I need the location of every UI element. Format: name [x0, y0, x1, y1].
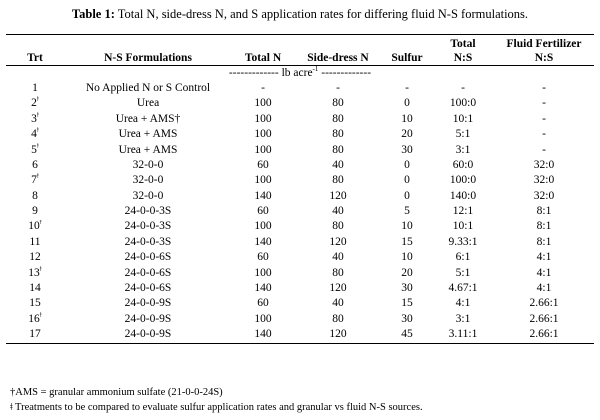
table-row	[6, 296, 594, 311]
cell-formulation: 32-0-0	[132, 189, 164, 202]
col-header-side-dress-n: Side-dress N	[307, 51, 369, 64]
units-row	[6, 66, 594, 82]
treatment-mark: ǂ	[39, 311, 42, 319]
table-row	[6, 112, 594, 127]
table-row	[6, 173, 594, 188]
cell-formulation: 24-0-0-9S	[124, 297, 172, 310]
table-row	[6, 158, 594, 173]
cell-fluid-ns: -	[542, 81, 546, 94]
cell-total-ns: 3.11:1	[448, 328, 478, 341]
cell-fluid-ns: 2.66:1	[529, 312, 559, 325]
cell-fluid-ns: -	[542, 128, 546, 141]
cell-total-n: 100	[254, 174, 272, 187]
cell-side-dress-n: 120	[329, 282, 347, 295]
cell-total-n: 100	[254, 97, 272, 110]
units-label: ------------- lb acre$^{-1}$ -------------	[228, 65, 372, 79]
cell-sulfur: 20	[401, 266, 413, 279]
table-title: Total N, side-dress N, and S application rates for differing fluid N-S formulations.	[117, 7, 529, 21]
cell-side-dress-n: 80	[332, 112, 344, 125]
cell-formulation: 24-0-0-9S	[124, 312, 172, 325]
cell-total-n: 100	[254, 266, 272, 279]
cell-trt: 11	[29, 235, 41, 248]
table-row	[6, 327, 594, 343]
cell-formulation: 24-0-0-6S	[124, 251, 172, 264]
cell-side-dress-n: 80	[332, 266, 344, 279]
cell-side-dress-n: 80	[332, 312, 344, 325]
cell-total-ns: 5:1	[455, 266, 471, 279]
cell-fluid-ns: -	[542, 143, 546, 156]
table-row	[6, 312, 594, 327]
cell-trt: 8	[32, 189, 38, 202]
cell-side-dress-n: 120	[329, 328, 347, 341]
table-row	[6, 204, 594, 219]
cell-formulation: 24-0-0-3S	[124, 205, 172, 218]
col-header-trt: Trt	[27, 51, 43, 64]
cell-fluid-ns: 2.66:1	[529, 328, 559, 341]
cell-sulfur: 10	[401, 220, 413, 233]
cell-sulfur: 0	[404, 189, 410, 202]
cell-fluid-ns: 32:0	[533, 174, 555, 187]
cell-sulfur: -	[405, 81, 409, 94]
cell-sulfur: 0	[404, 97, 410, 110]
footnote-treatments: ǂ Treatments to be compared to evaluate sulfur application rates and granular vs fluid N-S sources.	[10, 402, 423, 413]
cell-side-dress-n: 40	[332, 158, 344, 171]
cell-sulfur: 30	[401, 312, 413, 325]
cell-total-ns: 140:0	[449, 189, 477, 202]
table-row	[6, 143, 594, 158]
cell-trt: 14	[29, 282, 41, 295]
cell-side-dress-n: 120	[329, 235, 347, 248]
cell-formulation: 24-0-0-6S	[124, 266, 172, 279]
cell-trt: 15	[29, 297, 41, 310]
rates-table	[6, 34, 594, 344]
cell-fluid-ns: 8:1	[536, 205, 552, 218]
cell-total-ns: -	[461, 81, 465, 94]
cell-total-n: 60	[257, 251, 269, 264]
cell-total-n: 100	[254, 128, 272, 141]
cell-total-ns: 4.67:1	[448, 282, 478, 295]
cell-sulfur: 30	[401, 282, 413, 295]
cell-total-ns: 9.33:1	[448, 235, 478, 248]
cell-formulation: Urea	[136, 97, 160, 110]
col-header-fluid-ns: Fluid Fertilizer N:S	[506, 38, 582, 64]
treatment-mark: ǂ	[36, 142, 39, 150]
table-row	[6, 127, 594, 142]
cell-fluid-ns: -	[542, 112, 546, 125]
cell-trt: $4^ǂ$	[31, 127, 39, 141]
table-row	[6, 81, 594, 96]
cell-total-ns: 12:1	[452, 205, 474, 218]
cell-total-n: 140	[254, 282, 272, 295]
cell-total-ns: 10:1	[452, 220, 474, 233]
cell-side-dress-n: 120	[329, 189, 347, 202]
treatment-mark: ǂ	[36, 96, 39, 104]
cell-fluid-ns: 4:1	[536, 266, 552, 279]
cell-side-dress-n: 80	[332, 174, 344, 187]
cell-total-ns: 4:1	[455, 297, 471, 310]
table-label: Table 1:	[71, 7, 115, 21]
cell-formulation: 32-0-0	[132, 174, 164, 187]
cell-fluid-ns: 32:0	[533, 189, 555, 202]
cell-total-ns: 3:1	[455, 143, 471, 156]
treatment-mark: ǂ	[39, 265, 42, 273]
cell-total-ns: 5:1	[455, 128, 471, 141]
cell-trt: $7^ǂ$	[31, 173, 39, 187]
cell-side-dress-n: 80	[332, 128, 344, 141]
cell-sulfur: 10	[401, 112, 413, 125]
table-row	[6, 266, 594, 281]
col-header-total-n: Total N	[244, 51, 282, 64]
table-row	[6, 281, 594, 296]
cell-side-dress-n: 40	[332, 251, 344, 264]
cell-fluid-ns: 8:1	[536, 235, 552, 248]
table-caption	[0, 6, 600, 22]
cell-trt: $10^ǂ$	[28, 219, 42, 233]
table-row	[6, 96, 594, 111]
cell-sulfur: 45	[401, 328, 413, 341]
table-row	[6, 189, 594, 204]
cell-total-ns: 6:1	[455, 251, 471, 264]
col-header-formulation: N-S Formulations	[104, 51, 192, 64]
cell-fluid-ns: 4:1	[536, 251, 552, 264]
cell-trt: $13^ǂ$	[28, 265, 42, 279]
cell-sulfur: 15	[401, 297, 413, 310]
cell-sulfur: 20	[401, 128, 413, 141]
cell-side-dress-n: -	[336, 81, 340, 94]
cell-formulation: Urea + AMS	[118, 128, 178, 141]
col-header-sulfur: Sulfur	[391, 51, 423, 64]
cell-side-dress-n: 80	[332, 97, 344, 110]
table-row	[6, 235, 594, 250]
cell-total-n: 60	[257, 158, 269, 171]
cell-fluid-ns: 32:0	[533, 158, 555, 171]
cell-trt: $5^ǂ$	[31, 142, 39, 156]
cell-sulfur: 10	[401, 251, 413, 264]
treatment-mark: ǂ	[36, 111, 39, 119]
cell-side-dress-n: 40	[332, 297, 344, 310]
cell-total-ns: 100:0	[449, 97, 477, 110]
cell-total-n: 140	[254, 189, 272, 202]
treatment-mark: ǂ	[39, 219, 42, 227]
cell-trt: $2^ǂ$	[31, 96, 39, 110]
cell-total-ns: 10:1	[452, 112, 474, 125]
cell-total-n: 100	[254, 312, 272, 325]
treatment-mark: ǂ	[36, 127, 39, 135]
cell-fluid-ns: 2.66:1	[529, 297, 559, 310]
cell-trt: 9	[32, 205, 38, 218]
cell-sulfur: 30	[401, 143, 413, 156]
footnote-ams: †AMS = granular ammonium sulfate (21-0-0-24S)	[10, 387, 223, 398]
cell-trt: 17	[29, 328, 41, 341]
cell-formulation: Urea + AMS†	[115, 112, 181, 125]
cell-formulation: 24-0-0-9S	[124, 328, 172, 341]
cell-total-ns: 60:0	[452, 158, 474, 171]
cell-formulation: 24-0-0-6S	[124, 282, 172, 295]
cell-trt: 12	[29, 251, 41, 264]
cell-sulfur: 15	[401, 235, 413, 248]
cell-total-n: 60	[257, 297, 269, 310]
cell-sulfur: 0	[404, 158, 410, 171]
cell-total-n: 100	[254, 220, 272, 233]
cell-formulation: 32-0-0	[132, 158, 164, 171]
treatment-mark: ǂ	[36, 173, 39, 181]
table-row	[6, 220, 594, 235]
header-row	[6, 35, 594, 66]
cell-total-n: 60	[257, 205, 269, 218]
cell-formulation: Urea + AMS	[118, 143, 178, 156]
table-row	[6, 250, 594, 265]
cell-sulfur: 5	[404, 205, 410, 218]
cell-total-n: 140	[254, 235, 272, 248]
cell-formulation: No Applied N or S Control	[85, 81, 211, 94]
cell-formulation: 24-0-0-3S	[124, 220, 172, 233]
cell-trt: 6	[32, 158, 38, 171]
cell-trt: $16^ǂ$	[28, 311, 42, 325]
cell-total-n: -	[261, 81, 265, 94]
cell-total-n: 140	[254, 328, 272, 341]
cell-fluid-ns: -	[542, 97, 546, 110]
cell-fluid-ns: 4:1	[536, 282, 552, 295]
cell-total-n: 100	[254, 112, 272, 125]
col-header-total-ns: Total N:S	[450, 38, 476, 64]
cell-total-n: 100	[254, 143, 272, 156]
cell-side-dress-n: 80	[332, 220, 344, 233]
cell-total-ns: 100:0	[449, 174, 477, 187]
cell-formulation: 24-0-0-3S	[124, 235, 172, 248]
cell-trt: 1	[32, 81, 38, 94]
cell-side-dress-n: 80	[332, 143, 344, 156]
cell-trt: $3^ǂ$	[31, 111, 39, 125]
cell-fluid-ns: 8:1	[536, 220, 552, 233]
cell-sulfur: 0	[404, 174, 410, 187]
cell-total-ns: 3:1	[455, 312, 471, 325]
cell-side-dress-n: 40	[332, 205, 344, 218]
